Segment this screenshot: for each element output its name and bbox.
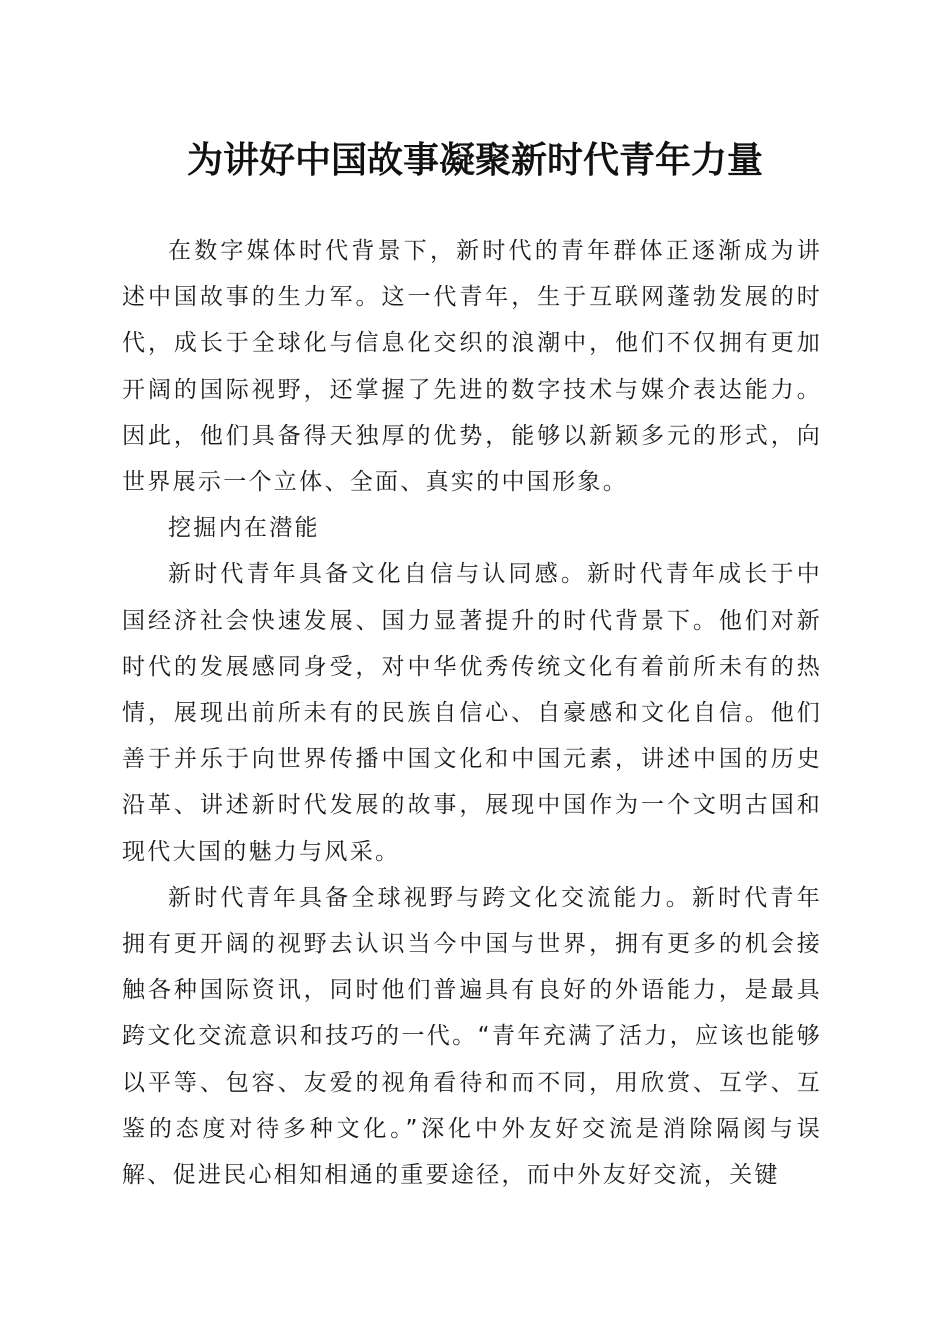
section-heading: 挖掘内在潜能 — [168, 515, 320, 542]
document-title: 为讲好中国故事凝聚新时代青年力量 — [186, 139, 763, 181]
paragraph-intro: 在数字媒体时代背景下，新时代的青年群体正逐渐成为讲述中国故事的生力军。这一代青年，生于互联网蓬勃发展的时代，成长于全球化与信息化交织的浪潮中，他们不仅拥有更加开阔的国际视野，还掌握了先进的数字技术与媒介表达能力。因此，他们具备得天独厚的优势，能够以新颖多元的形式，向世界展示一个立体、全面、真实的中国形象。 — [122, 238, 822, 496]
paragraph-global-vision: 新时代青年具备全球视野与跨文化交流能力。新时代青年拥有更开阔的视野去认识当今中国与世界，拥有更多的机会接触各种国际资讯，同时他们普遍具有良好的外语能力，是最具跨文化交流意识和技巧的一代。“青年充满了活力，应该也能够以平等、包容、友爱的视角看待和而不同，用欣赏、互学、互鉴的态度对待多种文化。”深化中外友好交流是消除隔阂与误解、促进民心相知相通的重要途径，而中外友好交流，关键 — [122, 884, 822, 1189]
document-body — [122, 228, 822, 1198]
paragraph-cultural-confidence: 新时代青年具备文化自信与认同感。新时代青年成长于中国经济社会快速发展、国力显著提升的时代背景下。他们对新时代的发展感同身受，对中华优秀传统文化有着前所未有的热情，展现出前所未有的民族自信心、自豪感和文化自信。他们善于并乐于向世界传播中国文化和中国元素，讲述中国的历史沿革、讲述新时代发展的故事，展现中国作为一个文明古国和现代大国的魅力与风采。 — [122, 561, 822, 865]
